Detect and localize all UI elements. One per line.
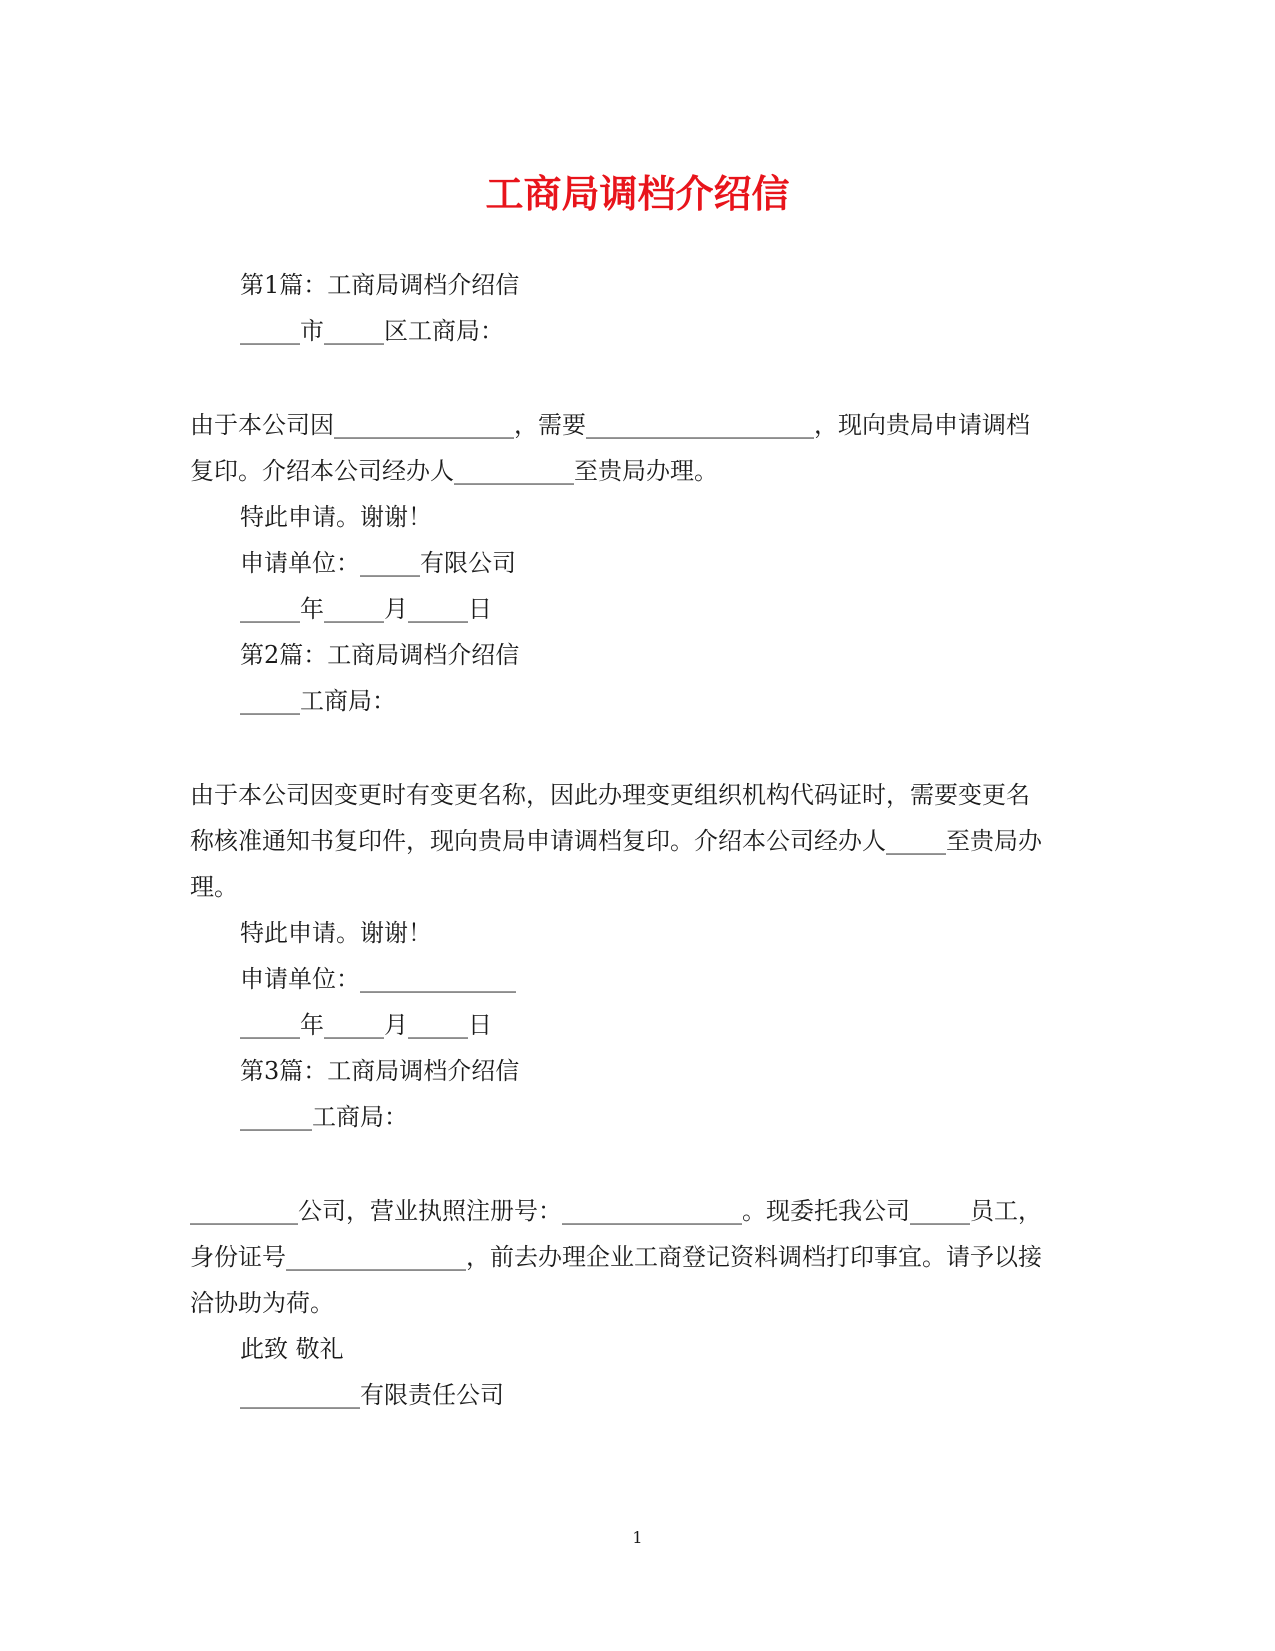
letter2-heading: 第2篇：工商局调档介绍信	[240, 641, 520, 669]
letter1-closing: 特此申请。谢谢！	[240, 503, 432, 531]
letter3-body-line3: 洽协助为荷。	[190, 1289, 334, 1317]
letter2-body-line1: 由于本公司因变更时有变更名称，因此办理变更组织机构代码证时，需要变更名	[190, 781, 1030, 809]
letter2-applicant: 申请单位：_____________	[240, 965, 516, 993]
page-title: 工商局调档介绍信	[485, 171, 790, 216]
letter2-date: _____年_____月_____日	[240, 1011, 492, 1039]
letter1-applicant: 申请单位：_____有限公司	[240, 549, 516, 577]
letter3-heading: 第3篇：工商局调档介绍信	[240, 1057, 520, 1085]
letter2-closing: 特此申请。谢谢！	[240, 919, 432, 947]
letter3-company: __________有限责任公司	[240, 1381, 504, 1409]
letter1-heading: 第1篇：工商局调档介绍信	[240, 271, 520, 299]
letter2-body-line2: 称核准通知书复印件，现向贵局申请调档复印。介绍本公司经办人_____至贵局办	[190, 827, 1042, 855]
letter3-closing: 此致 敬礼	[240, 1335, 344, 1363]
letter1-body-line1: 由于本公司因_______________，需要___________________，现向贵局申请调档	[190, 411, 1030, 439]
letter2-salutation: _____工商局：	[240, 687, 396, 715]
letter1-salutation: _____市_____区工商局：	[240, 317, 504, 345]
letter1-body-line2: 复印。介绍本公司经办人__________至贵局办理。	[190, 457, 718, 485]
letter3-body-line1: _________公司，营业执照注册号：_______________。现委托我公司_____员工，	[190, 1197, 1042, 1225]
letter3-salutation: ______工商局：	[240, 1103, 408, 1131]
letter3-body-line2: 身份证号_______________，前去办理企业工商登记资料调档打印事宜。请予以接	[190, 1243, 1042, 1271]
letter2-body-line3: 理。	[190, 873, 238, 901]
letter1-date: _____年_____月_____日	[240, 595, 492, 623]
page-number: 1	[632, 1528, 643, 1547]
